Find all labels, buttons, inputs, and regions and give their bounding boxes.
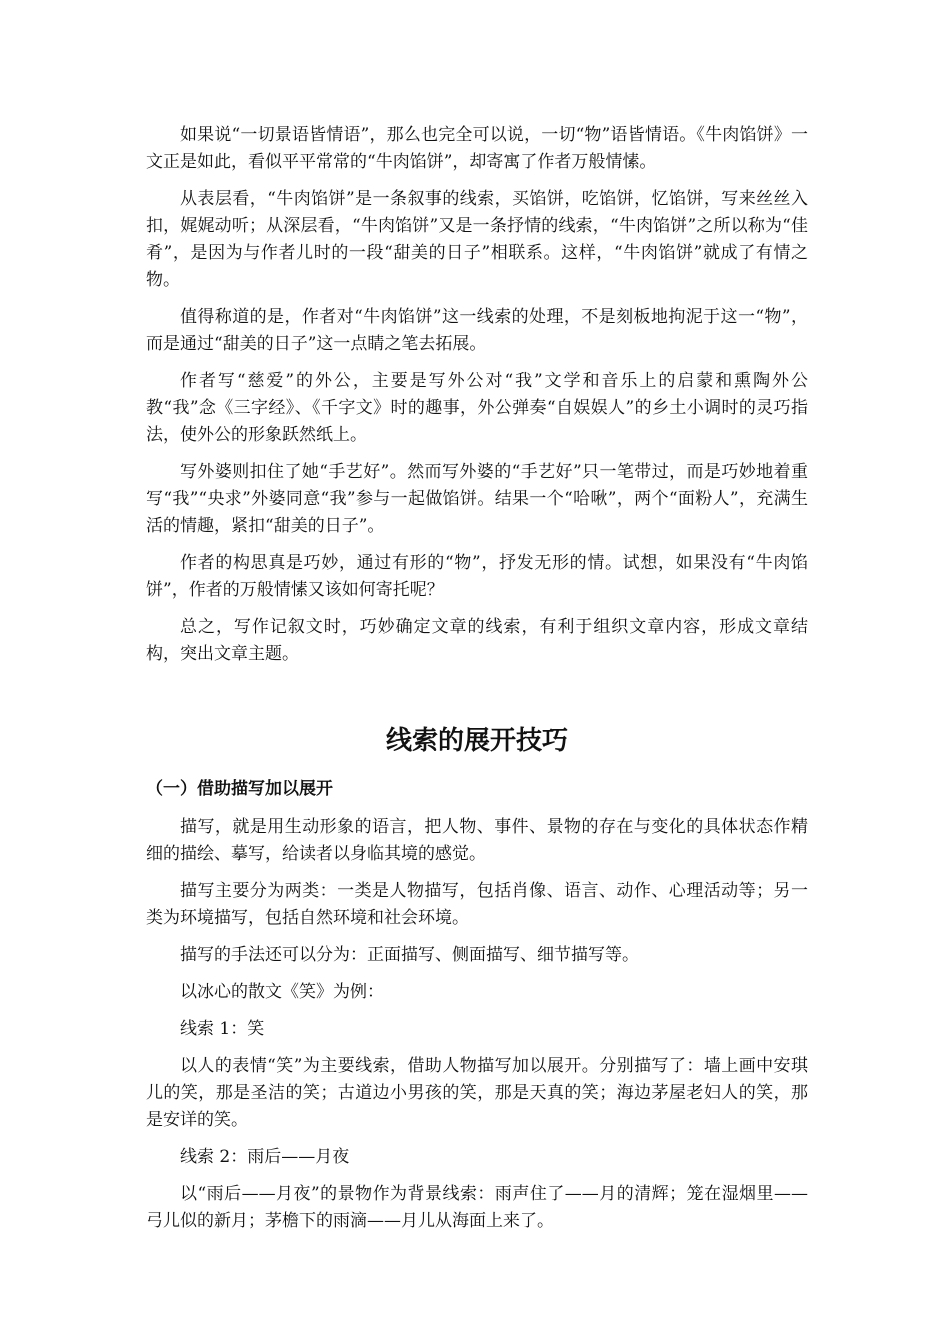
- paragraph-conception: 作者的构思真是巧妙，通过有形的“物”，抒发无形的情。试想，如果没有“牛肉馅饼”，作者的万般情愫又该如何寄托呢？: [146, 553, 808, 600]
- paragraph-grandmother: 写外婆则扣住了她“手艺好”。然而写外婆的“手艺好”只一笔带过，而是巧妙地着重写“我”“央求”外婆同意“我”参与一起做馅饼。结果一个“哈啾”，两个“面粉人”，充满生活的情趣，紧扣“甜美的日子”。: [146, 462, 808, 536]
- paragraph-description-methods: 描写的手法还可以分为：正面描写、侧面描写、细节描写等。: [180, 945, 639, 965]
- paragraph-clue-1-label: 线索 1：笑: [180, 1019, 265, 1039]
- paragraph-surface-deep: 从表层看，“牛肉馅饼”是一条叙事的线索，买馅饼，吃馅饼，忆馅饼，写来丝丝入扣，娓娓动听；从深层看，“牛肉馅饼”又是一条抒情的线索，“牛肉馅饼”之所以称为“佳肴”，是因为与作者儿时的一段“甜美的日子”相联系。这样，“牛肉馅饼”就成了有情之物。: [146, 189, 808, 290]
- paragraph-description-types: 描写主要分为两类：一类是人物描写，包括肖像、语言、动作、心理活动等；另一类为环境描写，包括自然环境和社会环境。: [146, 881, 808, 928]
- paragraph-clue-1-body: 以人的表情“笑”为主要线索，借助人物描写加以展开。分别描写了：墙上画中安琪儿的笑，那是圣洁的笑；古道边小男孩的笑，那是天真的笑；海边茅屋老妇人的笑，那是安详的笑。: [146, 1056, 808, 1130]
- subheading: （一）借助描写加以展开: [146, 779, 333, 799]
- paragraph-intro: 如果说“一切景语皆情语”，那么也完全可以说，一切“物”语皆情语。《牛肉馅饼》一文正是如此，看似平平常常的“牛肉馅饼”，却寄寓了作者万般情愫。: [146, 125, 808, 172]
- paragraph-praise: 值得称道的是，作者对“牛肉馅饼”这一线索的处理，不是刻板地拘泥于这一“物”，而是通过“甜美的日子”这一点睛之笔去拓展。: [146, 307, 808, 354]
- paragraph-clue-2-body: 以“雨后——月夜”的景物作为背景线索：雨声住了——月的清辉；笼在湿烟里——弓儿似的新月；茅檐下的雨滴——月儿从海面上来了。: [146, 1184, 808, 1231]
- paragraph-summary: 总之，写作记叙文时，巧妙确定文章的线索，有利于组织文章内容，形成文章结构，突出文章主题。: [146, 617, 808, 664]
- paragraph-description-definition: 描写，就是用生动形象的语言，把人物、事件、景物的存在与变化的具体状态作精细的描绘、摹写，给读者以身临其境的感觉。: [146, 817, 808, 864]
- section-title: 线索的展开技巧: [385, 726, 568, 756]
- paragraph-grandfather: 作者写“慈爱”的外公，主要是写外公对“我”文学和音乐上的启蒙和熏陶外公教“我”念《三字经》、《千字文》时的趣事，外公弹奏“自娱娱人”的乡土小调时的灵巧指法，使外公的形象跃然纸上。: [146, 371, 808, 445]
- document-page: [146, 122, 808, 1245]
- paragraph-example-intro: 以冰心的散文《笑》为例：: [180, 982, 384, 1002]
- paragraph-clue-2-label: 线索 2：雨后——月夜: [180, 1147, 350, 1167]
